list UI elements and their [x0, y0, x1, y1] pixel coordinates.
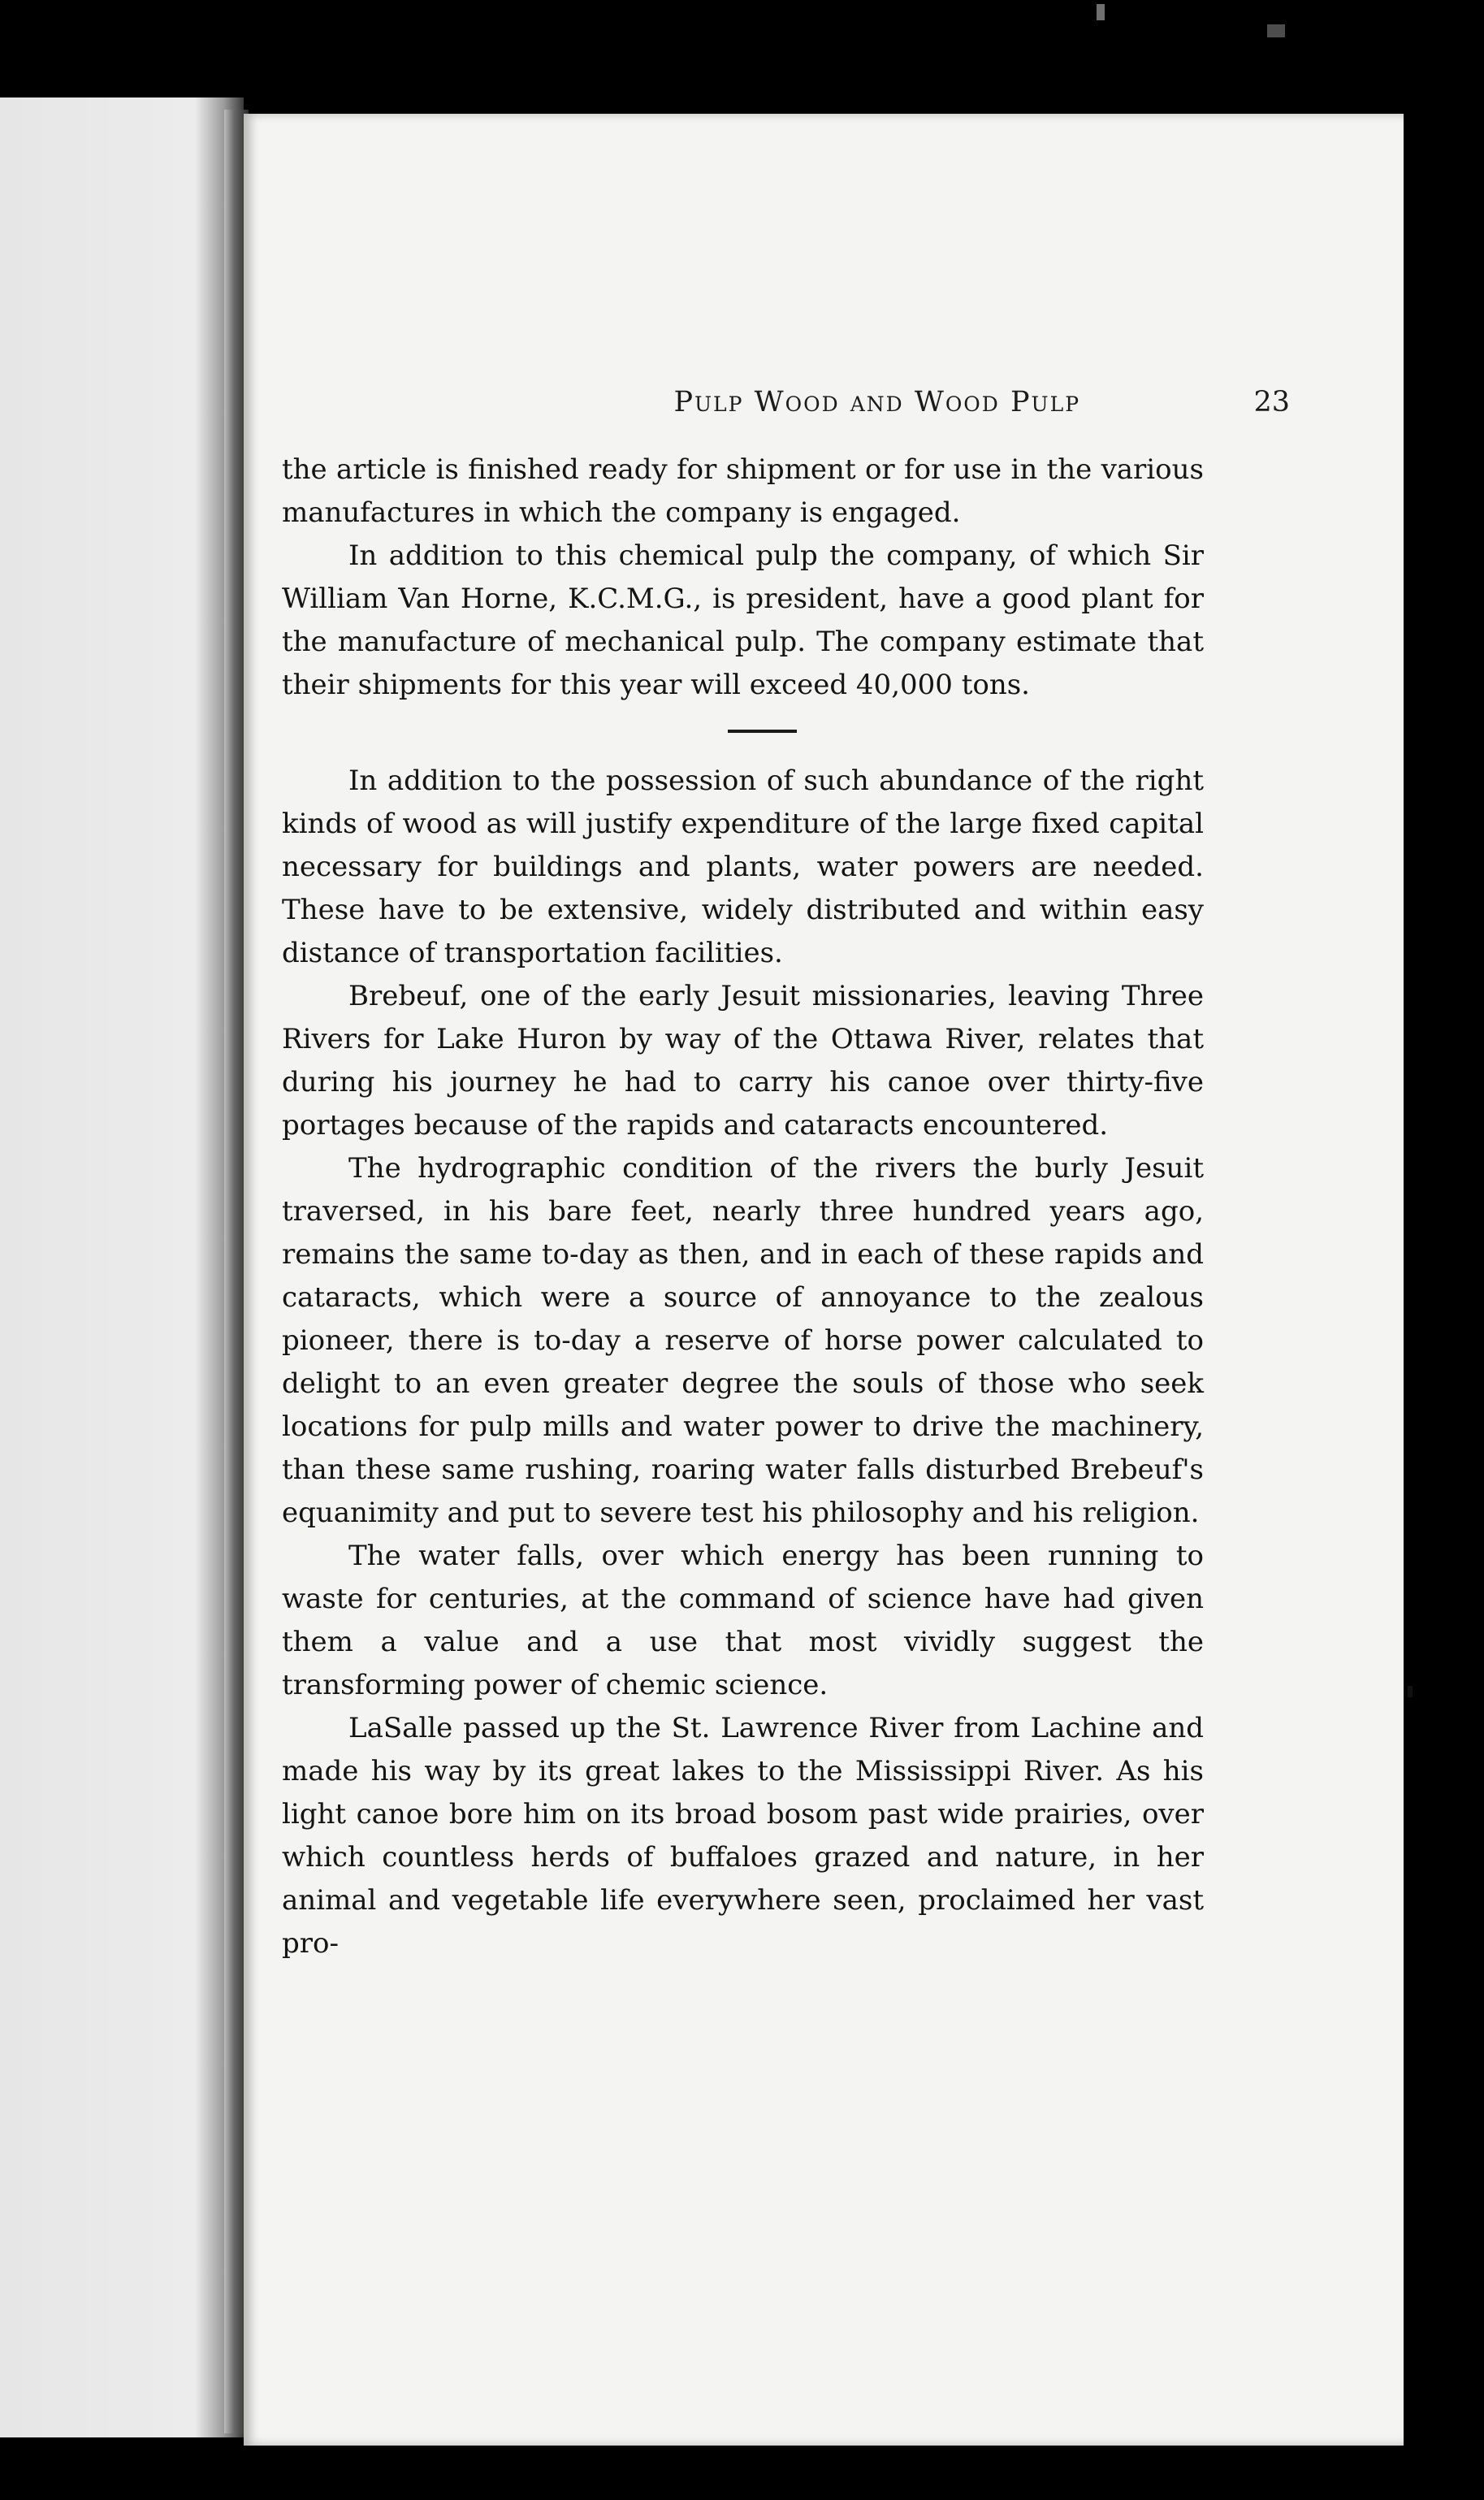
book-page	[244, 114, 1404, 2446]
paragraph: The hydrographic condition of the rivers the burly Jesuit traversed, in his bare feet, nearly three hundred years ago, remains the same to-day as then, and in each of these rapids and cataracts, which were a source of annoyance to the zealous pioneer, there is to-day a reserve of horse power calculated to delight to an even greater degree the souls of those who seek locations for pulp mills and water power to drive the machinery, than these same rushing, roaring water falls disturbed Brebeuf's equanimity and put to severe test his philosophy and his religion.	[282, 1152, 1204, 1529]
page-number: 23	[1253, 386, 1290, 418]
scan-artifact	[1097, 4, 1105, 20]
facing-page-edge	[0, 97, 244, 2437]
body-text	[282, 448, 1204, 1965]
section-divider	[728, 730, 797, 733]
paragraph: LaSalle passed up the St. Lawrence River from Lachine and made his way by its great lakes to the Mississippi River. As his light canoe bore him on its broad bosom past wide prairies, over which countless herds of buffaloes grazed and nature, in her animal and vegetable life everywhere seen, proclaimed her vast pro-	[282, 1712, 1204, 1960]
running-title: Pulp Wood and Wood Pulp	[673, 386, 1081, 418]
scan-artifact	[1267, 24, 1285, 37]
page-header	[468, 386, 1290, 435]
scan-artifact	[1408, 1686, 1413, 1697]
paragraph: The water falls, over which energy has been running to waste for centuries, at the command of science have had given them a value and a use that most vividly suggest the transforming power of chemic science.	[282, 1540, 1204, 1701]
paragraph: Brebeuf, one of the early Jesuit missionaries, leaving Three Rivers for Lake Huron by way of the Ottawa River, relates that during his journey he had to carry his canoe over thirty-five portages because of the rapids and cataracts encountered.	[282, 980, 1204, 1142]
paragraph: In addition to the possession of such abundance of the right kinds of wood as will justify expenditure of the large fixed capital necessary for buildings and plants, water powers are needed. These have to be extensive, widely distributed and within easy distance of transportation facilities.	[282, 765, 1204, 969]
paragraph: In addition to this chemical pulp the company, of which Sir William Van Horne, K.C.M.G., is president, have a good plant for the manufacture of mechanical pulp. The company estimate that their shipments for this year will exceed 40,000 tons.	[282, 539, 1204, 701]
paragraph: the article is finished ready for shipment or for use in the various manufactures in which the company is engaged.	[282, 453, 1204, 529]
